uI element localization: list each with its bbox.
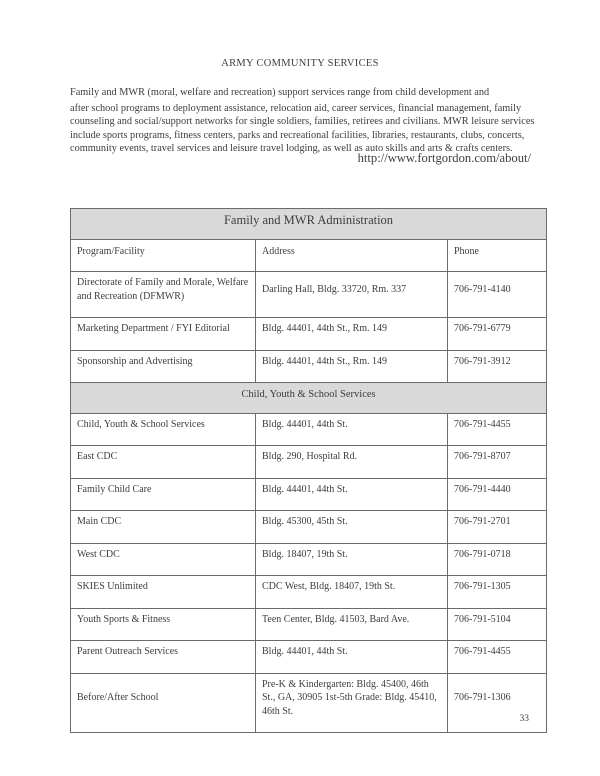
table-row [71,413,547,446]
intro-paragraph-1: Family and MWR (moral, welfare and recreation) support services range from child development and [70,87,490,98]
page-number: 33 [519,714,529,724]
program-cell: Directorate of Family and Morale, Welfare and Recreation (DFMWR) [71,272,256,318]
phone-cell: 706-791-1305 [448,576,547,609]
intro-paragraphs [70,86,546,158]
table-row [71,318,547,351]
column-header-program: Program/Facility [71,239,256,272]
program-cell: SKIES Unlimited [71,576,256,609]
program-cell: Before/After School [71,673,256,733]
address-cell: CDC West, Bldg. 18407, 19th St. [256,576,448,609]
address-cell: Darling Hall, Bldg. 33720, Rm. 337 [256,272,448,318]
program-cell: West CDC [71,543,256,576]
table-title: Family and MWR Administration [71,209,547,240]
column-header-phone: Phone [448,239,547,272]
address-cell: Bldg. 18407, 19th St. [256,543,448,576]
table-row [71,673,547,733]
fortgordon-about-url[interactable]: http://www.fortgordon.com/about/ [357,151,531,165]
phone-cell: 706-791-4455 [448,641,547,674]
mwr-administration-table [70,208,547,733]
table-row [71,576,547,609]
table-section-header: Child, Youth & School Services [71,383,547,414]
table-row [71,478,547,511]
table-row [71,272,547,318]
program-cell: Child, Youth & School Services [71,413,256,446]
page-title: ARMY COMMUNITY SERVICES [221,58,379,69]
address-cell: Bldg. 44401, 44th St. [256,641,448,674]
address-cell: Teen Center, Bldg. 41503, Bard Ave. [256,608,448,641]
table-column-header-row [71,239,547,272]
program-cell: Marketing Department / FYI Editorial [71,318,256,351]
column-header-address: Address [256,239,448,272]
program-cell: Parent Outreach Services [71,641,256,674]
phone-cell: 706-791-1306 [448,673,547,733]
table-body [71,209,547,733]
program-cell: Main CDC [71,511,256,544]
table-row [71,511,547,544]
address-cell: Bldg. 45300, 45th St. [256,511,448,544]
table-section-header-row [71,383,547,414]
table-row [71,446,547,479]
table-row [71,543,547,576]
table-row [71,641,547,674]
phone-cell: 706-791-8707 [448,446,547,479]
intro-paragraph-2: after school programs to deployment assistance, relocation aid, career services, financial management, family counseling and social/support networks for single soldiers, families, retirees and civilians. MWR leisure services include sports programs, fitness centers, parks and recreational facilities, libraries, restaurants, clubs, concerts, community events, travel services and leisure travel lodging, as well as auto skills and arts & crafts centers. [70,102,535,154]
address-cell: Pre-K & Kindergarten: Bldg. 45400, 46th St., GA, 30905 1st-5th Grade: Bldg. 45410, 46th St. [256,673,448,733]
phone-cell: 706-791-0718 [448,543,547,576]
table-title-row [71,209,547,240]
table-row [71,350,547,383]
program-cell: Family Child Care [71,478,256,511]
phone-cell: 706-791-5104 [448,608,547,641]
table-row [71,608,547,641]
address-cell: Bldg. 44401, 44th St. [256,413,448,446]
program-cell: East CDC [71,446,256,479]
address-cell: Bldg. 44401, 44th St., Rm. 149 [256,350,448,383]
phone-cell: 706-791-3912 [448,350,547,383]
program-cell: Sponsorship and Advertising [71,350,256,383]
address-cell: Bldg. 44401, 44th St., Rm. 149 [256,318,448,351]
program-cell: Youth Sports & Fitness [71,608,256,641]
phone-cell: 706-791-4140 [448,272,547,318]
address-cell: Bldg. 44401, 44th St. [256,478,448,511]
phone-cell: 706-791-6779 [448,318,547,351]
address-cell: Bldg. 290, Hospital Rd. [256,446,448,479]
phone-cell: 706-791-4440 [448,478,547,511]
phone-cell: 706-791-4455 [448,413,547,446]
phone-cell: 706-791-2701 [448,511,547,544]
